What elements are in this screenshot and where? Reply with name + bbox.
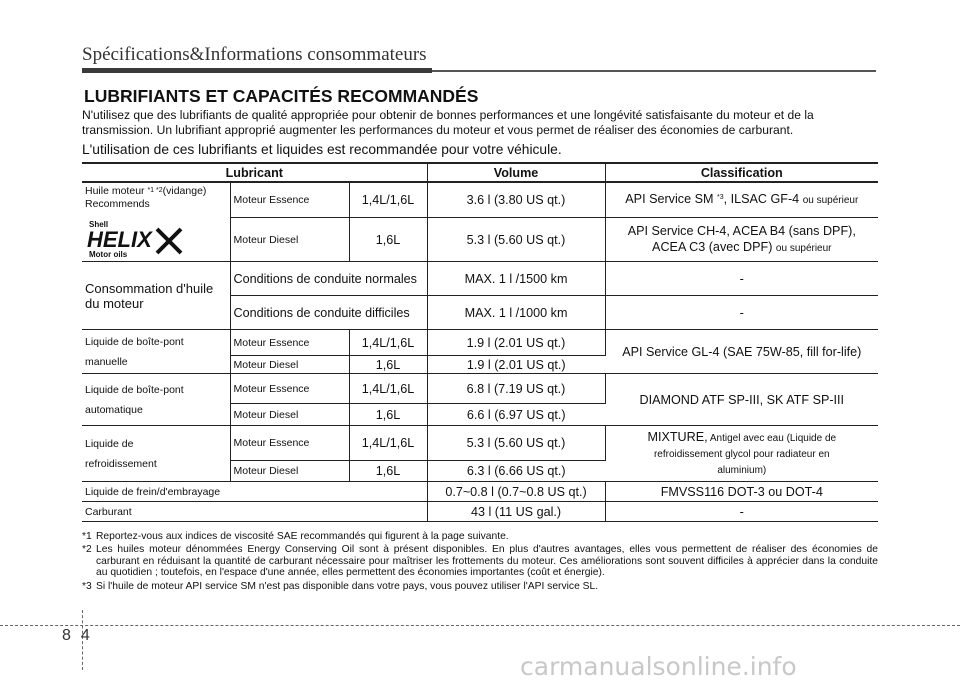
engine-size: 1,6L [349, 461, 427, 482]
engine-type: Moteur Essence [230, 426, 349, 461]
engine-type: Moteur Diesel [230, 218, 349, 262]
footnote: *1 Reportez-vous aux indices de viscosité SAE recommandés qui figurent à la page suivante. [82, 531, 509, 542]
engine-type: Moteur Essence [230, 374, 349, 404]
driving-condition: Conditions de conduite difficiles [230, 296, 427, 330]
volume-cell: 5.3 l (5.60 US qt.) [427, 218, 605, 262]
logo-sub-text: Motor oils [89, 250, 128, 259]
intro-recommendation: L'utilisation de ces lubrifiants et liquides est recommandée pour votre véhicule. [82, 142, 562, 157]
engine-oil-label: Huile moteur $^{*1 *2}$(vidange) Recommends Shell HELIX Motor oils [82, 182, 230, 262]
engine-size: 1,4L/1,6L [349, 374, 427, 404]
driving-condition: Conditions de conduite normales [230, 262, 427, 296]
shell-helix-logo [85, 217, 185, 259]
footnotes [82, 531, 878, 594]
engine-type: Moteur Diesel [230, 404, 349, 426]
table-row [82, 330, 878, 356]
col-header-lubricant: Lubricant [82, 163, 427, 182]
header-rule-dark [82, 68, 432, 73]
coolant-label: Liquide de refroidissement [82, 426, 230, 482]
classification-cell: - [605, 262, 878, 296]
col-header-classification: Classification [605, 163, 878, 182]
logo-brand-text: Shell [89, 220, 109, 229]
engine-type: Moteur Diesel [230, 461, 349, 482]
volume-cell: MAX. 1 l /1000 km [427, 296, 605, 330]
classification-cell: - [605, 502, 878, 522]
automatic-transaxle-label: Liquide de boîte-pont automatique [82, 374, 230, 426]
table-header-row [82, 163, 878, 182]
lubricant-table [82, 162, 878, 522]
table-row [82, 482, 878, 502]
volume-cell: 43 l (11 US gal.) [427, 502, 605, 522]
volume-cell: 1.9 l (2.01 US qt.) [427, 356, 605, 374]
table-row [82, 374, 878, 404]
footnote: *3 Si l'huile de moteur API service SM n'est pas disponible dans votre pays, vous pouvez utiliser l'API service SL. [82, 580, 599, 592]
logo-x-mark [157, 229, 181, 253]
page-number: 8 4 [62, 627, 92, 644]
header-title: Spécifications&Informations consommateurs [82, 44, 427, 65]
section-title: LUBRIFIANTS ET CAPACITÉS RECOMMANDÉS [84, 86, 479, 106]
classification-cell: MIXTURE, Antigel avec eau (Liquide de refroidissement glycol pour radiateur en aluminium) [605, 426, 878, 482]
classification-cell: API Service SM $^{*3}$, ILSAC GF-4 ou supérieur [605, 182, 878, 218]
engine-type: Moteur Diesel [230, 356, 349, 374]
logo-name-text: HELIX [87, 227, 152, 252]
volume-cell: 0.7~0.8 l (0.7~0.8 US qt.) [427, 482, 605, 502]
header-rule-light [432, 70, 876, 72]
engine-size: 1,6L [349, 218, 427, 262]
engine-size: 1,4L/1,6L [349, 330, 427, 356]
table-row [82, 182, 878, 218]
classification-cell: - [605, 296, 878, 330]
engine-type: Moteur Essence [230, 330, 349, 356]
table-row [82, 502, 878, 522]
footer-rule [0, 625, 960, 626]
manual-transaxle-label: Liquide de boîte-pont manuelle [82, 330, 230, 374]
brake-fluid-label: Liquide de frein/d'embrayage [82, 482, 427, 502]
table-row [82, 426, 878, 461]
col-header-volume: Volume [427, 163, 605, 182]
volume-cell: 6.8 l (7.19 US qt.) [427, 374, 605, 404]
intro-paragraph: N'utilisez que des lubrifiants de qualité appropriée pour obtenir de bonnes performances et une longévité satisfaisante du moteur et de la transmission. Un lubrifiant approprié augmenter les performances du moteur et vous permet de réaliser des économies de carburant. [82, 108, 814, 137]
classification-cell: DIAMOND ATF SP-III, SK ATF SP-III [605, 374, 878, 426]
volume-cell: MAX. 1 l /1500 km [427, 262, 605, 296]
volume-cell: 5.3 l (5.60 US qt.) [427, 426, 605, 461]
fuel-label: Carburant [82, 502, 427, 522]
engine-size: 1,4L/1,6L [349, 182, 427, 218]
volume-cell: 3.6 l (3.80 US qt.) [427, 182, 605, 218]
table-row [82, 262, 878, 296]
engine-size: 1,4L/1,6L [349, 426, 427, 461]
volume-cell: 6.6 l (6.97 US qt.) [427, 404, 605, 426]
volume-cell: 6.3 l (6.66 US qt.) [427, 461, 605, 482]
engine-type: Moteur Essence [230, 182, 349, 218]
classification-cell: FMVSS116 DOT-3 ou DOT-4 [605, 482, 878, 502]
classification-cell: API Service GL-4 (SAE 75W-85, fill for-life) [605, 330, 878, 374]
oil-consumption-label: Consommation d'huile du moteur [82, 262, 230, 330]
footnote: *2 Les huiles moteur dénommées Energy Conserving Oil sont à présent disponibles. En plus d'autres avantages, elles vous permettent de réaliser des économies de carburant en réduisant la quantité de carburant nécessaire pour maîtriser les frottements du moteur. Ces améliorations sont souvent difficiles à apprécier dans la conduite au quotidien ; toutefois, en l'espace d'une année, elles permettent des économies importantes (coût et énergie). [82, 544, 878, 579]
watermark: carmanualsonline.info [520, 652, 797, 681]
engine-size: 1,6L [349, 404, 427, 426]
engine-size: 1,6L [349, 356, 427, 374]
classification-cell: API Service CH-4, ACEA B4 (sans DPF), ACEA C3 (avec DPF) ou supérieur [605, 218, 878, 262]
volume-cell: 1.9 l (2.01 US qt.) [427, 330, 605, 356]
